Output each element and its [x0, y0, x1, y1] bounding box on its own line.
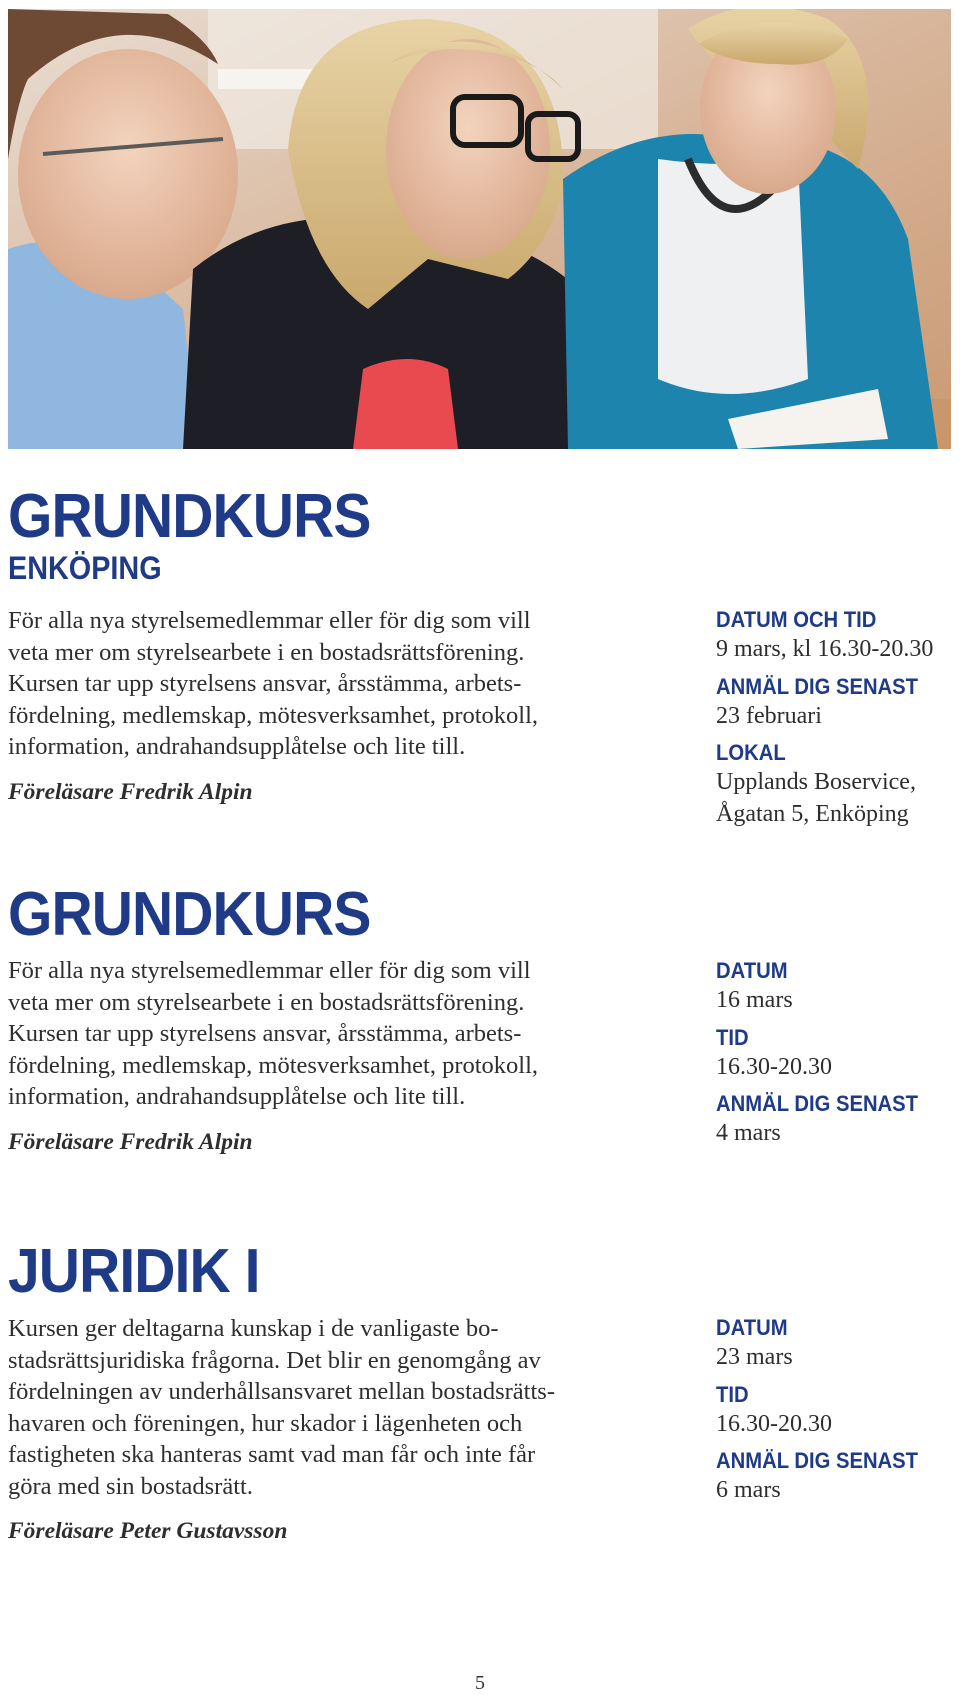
info-value-venue-line-2: Ågatan 5, Enköping: [716, 800, 909, 827]
section-2-lecturer: Föreläsare Fredrik Alpin: [8, 1129, 253, 1155]
section-3-info: [716, 1314, 956, 1514]
description-line: veta mer om styrelsearbete i en bostadsrättsförening.: [8, 988, 525, 1016]
info-value-date-time: 9 mars, kl 16.30-20.30: [716, 636, 934, 662]
info-label-date-time: DATUM OCH TID: [716, 607, 877, 632]
section-2-title: GRUNDKURS: [8, 880, 371, 949]
description-line: För alla nya styrelsemedlemmar eller för dig som vill: [8, 607, 531, 634]
info-label-venue: LOKAL: [716, 740, 786, 765]
description-line: Kursen tar upp styrelsens ansvar, årsstämma, arbets-: [8, 1020, 522, 1047]
info-label-time: TID: [716, 1024, 749, 1050]
description-line: För alla nya styrelsemedlemmar eller för dig som vill: [8, 957, 531, 984]
section-2-info: [716, 957, 956, 1157]
description-line: fördelning, medlemskap, mötesverksamhet, protokoll,: [8, 701, 539, 729]
section-3-lecturer: Föreläsare Peter Gustavsson: [8, 1518, 288, 1544]
section-3-title: JURIDIK I: [8, 1237, 260, 1306]
info-value-deadline: 6 mars: [716, 1477, 781, 1503]
info-label-deadline: ANMÄL DIG SENAST: [716, 1091, 919, 1116]
info-label-deadline: ANMÄL DIG SENAST: [716, 673, 919, 699]
page-number: 5: [475, 1672, 485, 1694]
section-1-description: [8, 605, 648, 763]
description-line: Kursen tar upp styrelsens ansvar, årsstämma, arbets-: [8, 670, 522, 697]
info-label-time: TID: [716, 1381, 749, 1407]
section-1-lecturer: Föreläsare Fredrik Alpin: [8, 779, 253, 805]
description-line: fördelning, medlemskap, mötesverksamhet, protokoll,: [8, 1051, 539, 1079]
description-line: havaren och föreningen, hur skador i lägenheten och: [8, 1409, 523, 1437]
info-value-date: 16 mars: [716, 987, 793, 1013]
description-line: information, andrahandsupplåtelse och lite till.: [8, 733, 466, 760]
section-1-title: GRUNDKURS: [8, 482, 371, 551]
description-line: fördelningen av underhållsansvaret mellan bostadsrätts-: [8, 1378, 555, 1405]
info-value-date: 23 mars: [716, 1344, 793, 1370]
info-value-time: 16.30-20.30: [716, 1053, 832, 1080]
info-label-deadline: ANMÄL DIG SENAST: [716, 1448, 919, 1473]
info-value-time: 16.30-20.30: [716, 1410, 832, 1437]
description-line: göra med sin bostadsrätt.: [8, 1472, 253, 1500]
info-label-date: DATUM: [716, 958, 788, 983]
section-3-description: [8, 1313, 648, 1502]
section-2-description: [8, 955, 648, 1113]
description-line: stadsrättsjuridiska frågorna. Det blir en genomgång av: [8, 1346, 541, 1374]
info-label-date: DATUM: [716, 1315, 788, 1340]
section-1-info: [716, 606, 956, 837]
header-photo: [8, 9, 951, 449]
section-1-subtitle: ENKÖPING: [8, 550, 162, 586]
description-line: veta mer om styrelsearbete i en bostadsrättsförening.: [8, 638, 525, 666]
description-line: information, andrahandsupplåtelse och lite till.: [8, 1083, 466, 1110]
info-value-deadline: 4 mars: [716, 1120, 781, 1146]
description-line: Kursen ger deltagarna kunskap i de vanligaste bo-: [8, 1315, 499, 1342]
info-value-venue-line-1: Upplands Boservice,: [716, 769, 916, 795]
info-value-deadline: 23 februari: [716, 702, 822, 729]
description-line: fastigheten ska hanteras samt vad man får och inte får: [8, 1441, 536, 1468]
